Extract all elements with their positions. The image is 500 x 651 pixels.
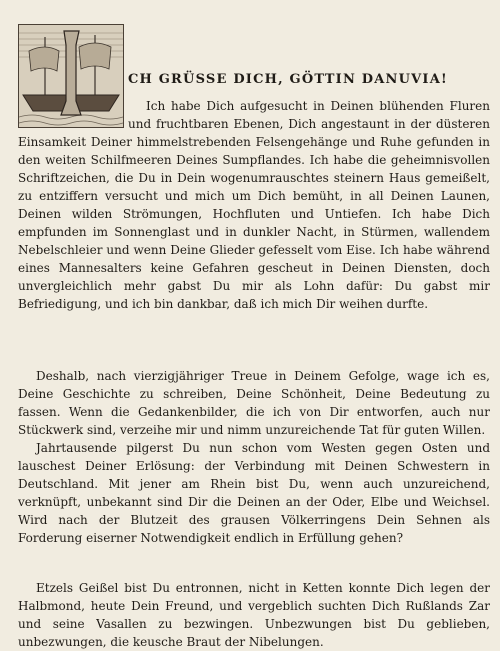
- paragraph-1: [18, 97, 490, 313]
- paragraph-3: Jahrtausende pilgerst Du nun schon vom Westen gegen Osten und lauschest Deiner Erlösung: der Verbindung mit Deinen Schwestern in Deutschland. Mit jener am Rhein bist Du, wenn auch unzureichend, verknüpft, unbekannt sind Dir die Deinen an der Oder, Elbe und Weichsel. Wird nach der Blutzeit des grausen Völkerringens Dein Sehnen als Forderung eiserner Notwendigkeit endlich in Erfüllung gehen?: [18, 441, 490, 545]
- initial-spacer: [18, 97, 128, 133]
- paragraph-1-text: Ich habe Dich aufgesucht in Deinen blühenden Fluren und fruchtbaren Ebenen, Dich angestaunt in der düsteren Einsamkeit Deiner himmelstrebenden Felsengehänge und Ruhe gefunden in den weiten Schilfmeeren Deines Sumpflandes. Ich habe die geheimnisvollen Schriftzeichen, die Du in Dein wogenumrauschtes steinern Haus gemeißelt, zu entziffern versucht und mich um Dich bemüht, in all Deinen Launen, Deinen wilden Strömungen, Hochfluten und Untiefen. Ich habe Dich empfunden im Sonnenglast und in dunkler Nacht, in Stürmen, wallendem Nebelschleier und wenn Deine Glieder gefesselt vom Eise. Ich habe während eines Mannesalters keine Gefahren gescheut in Deinen Diensten, doch unvergleichlich mehr gabst Du mir als Lohn dafür: Du gabst mir Befriedigung, und ich bin dankbar, daß ich mich Dir weihen durfte.: [18, 99, 490, 311]
- paragraph-4: Etzels Geißel bist Du entronnen, nicht in Ketten konnte Dich legen der Halbmond, heute Dein Freund, und vergeblich suchten Dich Rußlands Zar und seine Vasallen zu bezwingen. Unbezwungen bist Du geblieben, unbezwungen, die keusche Braut der Nibelungen.: [18, 581, 490, 649]
- paragraph-2: Deshalb, nach vierzigjähriger Treue in Deinem Gefolge, wage ich es, Deine Geschichte zu schreiben, Deine Schönheit, Deine Bedeutung zu fassen. Wenn die Gedankenbilder, die ich von Dir entworfen, auch nur Stückwerk sind, verzeihe mir und nimm unzureichende Tat für guten Willen.: [18, 369, 490, 437]
- opening-heading: CH GRÜSSE DICH, GÖTTIN DANUVIA!: [128, 72, 448, 87]
- book-page: [18, 24, 490, 649]
